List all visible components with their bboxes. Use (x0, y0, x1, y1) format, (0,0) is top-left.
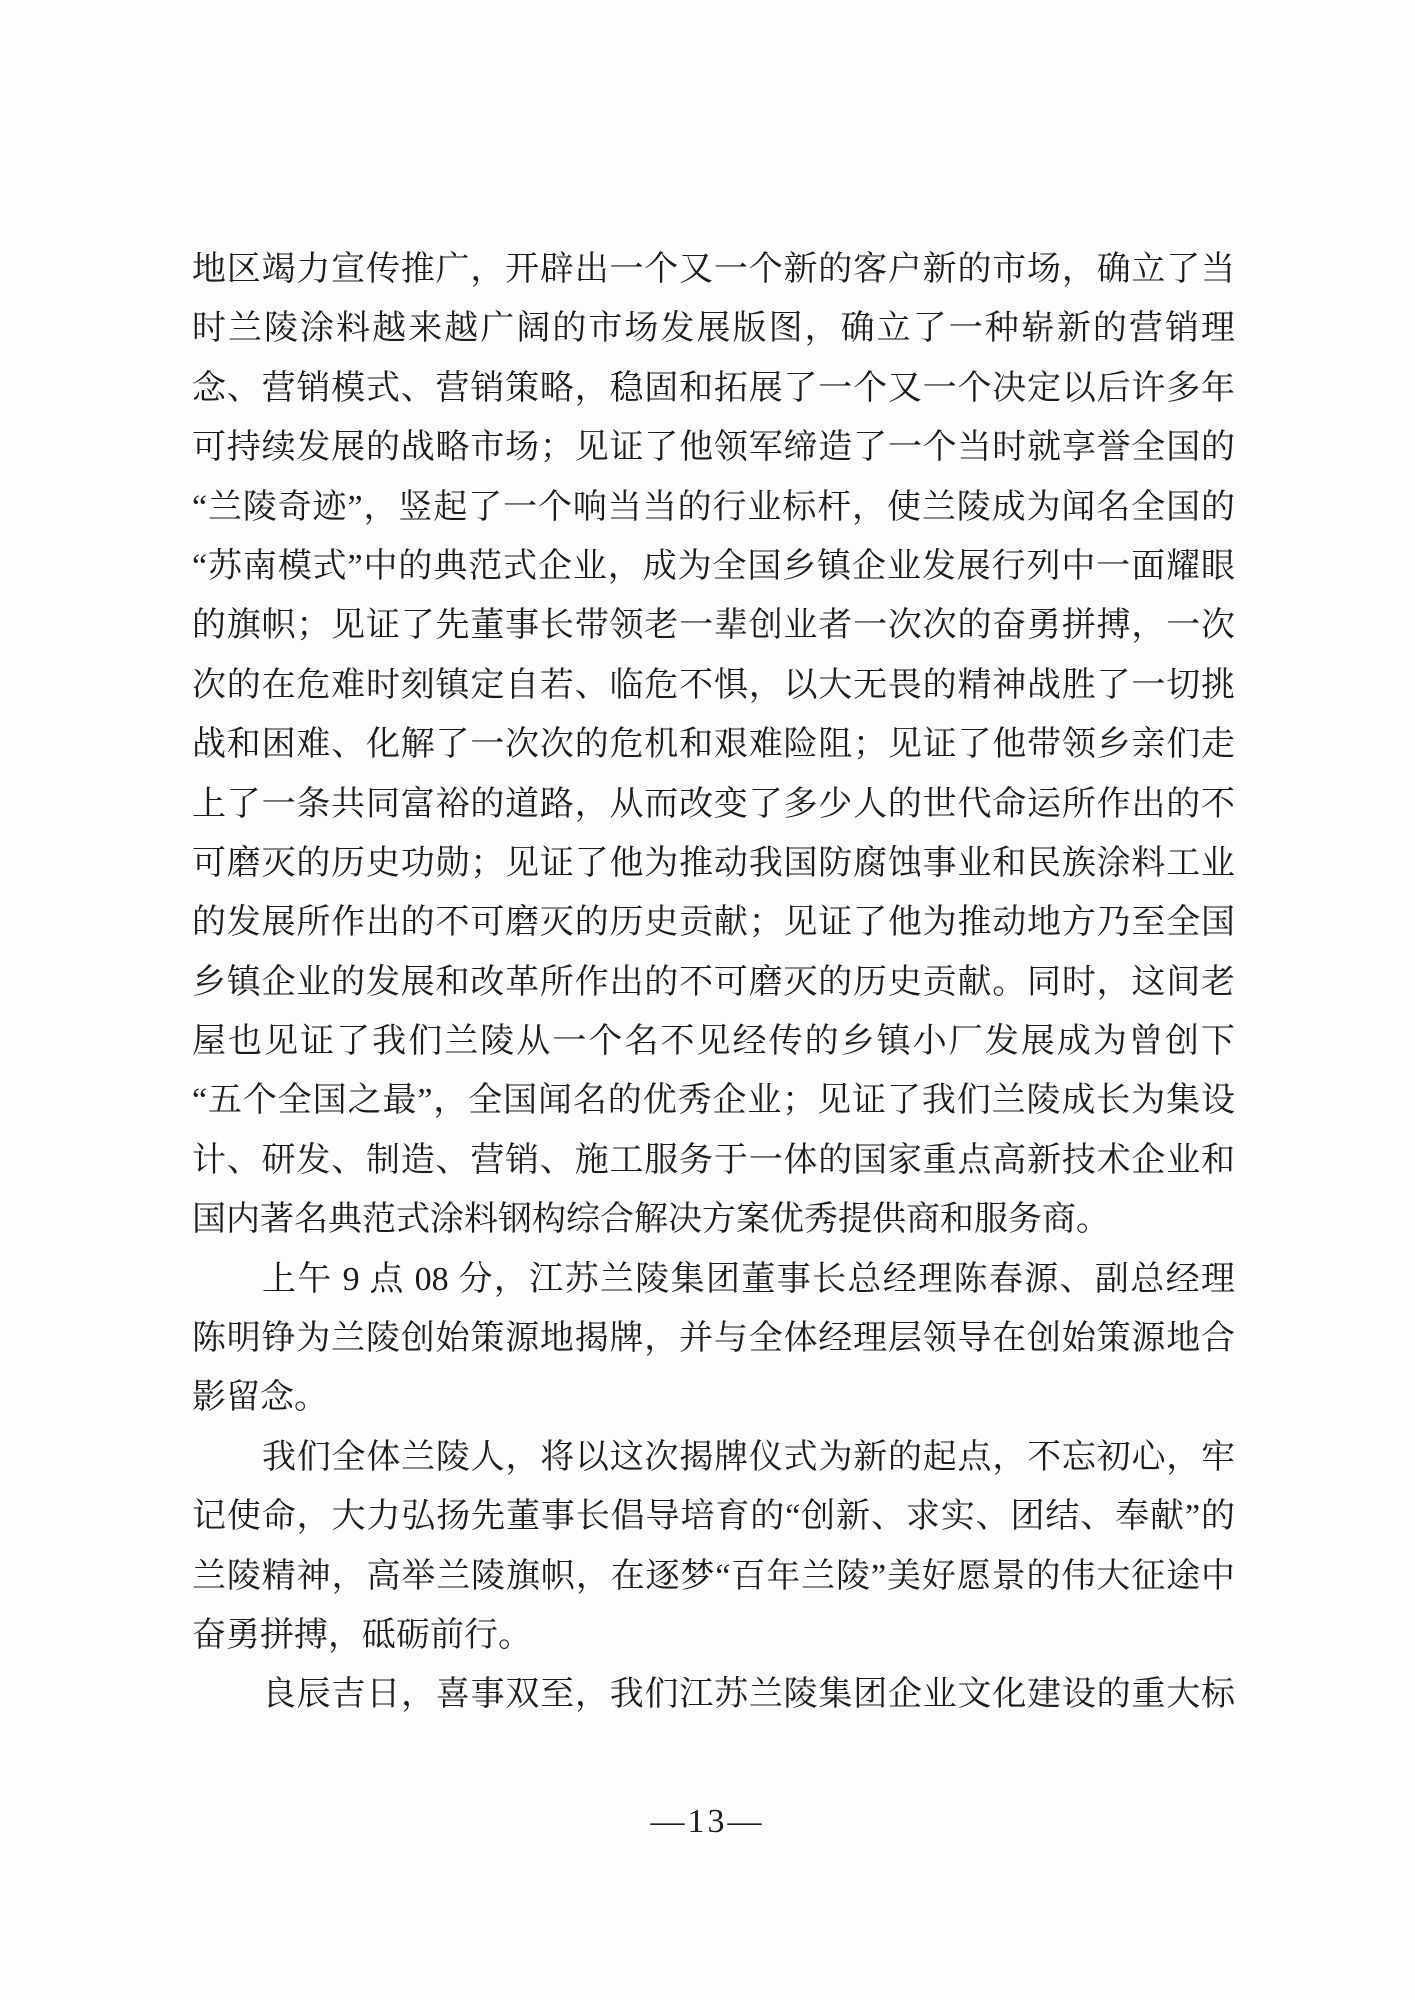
text-line: “兰陵奇迹”，竖起了一个响当当的行业标杆，使兰陵成为闻名全国的 (192, 488, 1235, 526)
text-line: 上了一条共同富裕的道路，从而改变了多少人的世代命运所作出的不 (192, 785, 1235, 823)
text-line: 影留念。 (192, 1379, 328, 1417)
text-line: 上午 9 点 08 分，江苏兰陵集团董事长总经理陈春源、副总经理 (262, 1260, 1235, 1298)
text-line: 时兰陵涂料越来越广阔的市场发展版图，确立了一种崭新的营销理 (192, 310, 1235, 348)
text-line: 战和困难、化解了一次次的危机和艰难险阻；见证了他带领乡亲们走 (192, 726, 1235, 764)
text-line: 国内著名典范式涂料钢构综合解决方案优秀提供商和服务商。 (192, 1201, 1110, 1239)
text-line: 的旗帜；见证了先董事长带领老一辈创业者一次次的奋勇拼搏，一次 (192, 607, 1235, 645)
text-line: 次的在危难时刻镇定自若、临危不惧，以大无畏的精神战胜了一切挑 (192, 666, 1235, 704)
text-line: 可持续发展的战略市场；见证了他领军缔造了一个当时就享誉全国的 (192, 429, 1235, 467)
text-line: “五个全国之最”，全国闻名的优秀企业；见证了我们兰陵成长为集设 (192, 1082, 1235, 1120)
text-line: 记使命，大力弘扬先董事长倡导培育的“创新、求实、团结、奉献”的 (192, 1498, 1235, 1536)
text-line: 念、营销模式、营销策略，稳固和拓展了一个又一个决定以后许多年 (192, 369, 1235, 407)
page-number: —13— (650, 1803, 765, 1840)
text-line: 我们全体兰陵人，将以这次揭牌仪式为新的起点，不忘初心，牢 (262, 1438, 1235, 1476)
text-line: 乡镇企业的发展和改革所作出的不可磨灭的历史贡献。同时，这间老 (192, 963, 1235, 1001)
text-line: 的发展所作出的不可磨灭的历史贡献；见证了他为推动地方乃至全国 (192, 904, 1235, 942)
body-text (192, 240, 1235, 1725)
text-line: 可磨灭的历史功勋；见证了他为推动我国防腐蚀事业和民族涂料工业 (192, 844, 1235, 882)
text-line: 屋也见证了我们兰陵从一个名不见经传的乡镇小厂发展成为曾创下 (192, 1023, 1235, 1061)
text-line: 地区竭力宣传推广，开辟出一个又一个新的客户新的市场，确立了当 (192, 251, 1235, 288)
text-line: 计、研发、制造、营销、施工服务于一体的国家重点高新技术企业和 (192, 1141, 1235, 1179)
text-line: “苏南模式”中的典范式企业，成为全国乡镇企业发展行列中一面耀眼 (192, 547, 1235, 585)
text-line: 兰陵精神，高举兰陵旗帜，在逐梦“百年兰陵”美好愿景的伟大征途中 (192, 1557, 1235, 1595)
text-line: 奋勇拼搏，砥砺前行。 (192, 1616, 532, 1654)
text-line: 陈明铮为兰陵创始策源地揭牌，并与全体经理层领导在创始策源地合 (192, 1320, 1235, 1358)
text-line: 良辰吉日，喜事双至，我们江苏兰陵集团企业文化建设的重大标 (262, 1676, 1235, 1714)
